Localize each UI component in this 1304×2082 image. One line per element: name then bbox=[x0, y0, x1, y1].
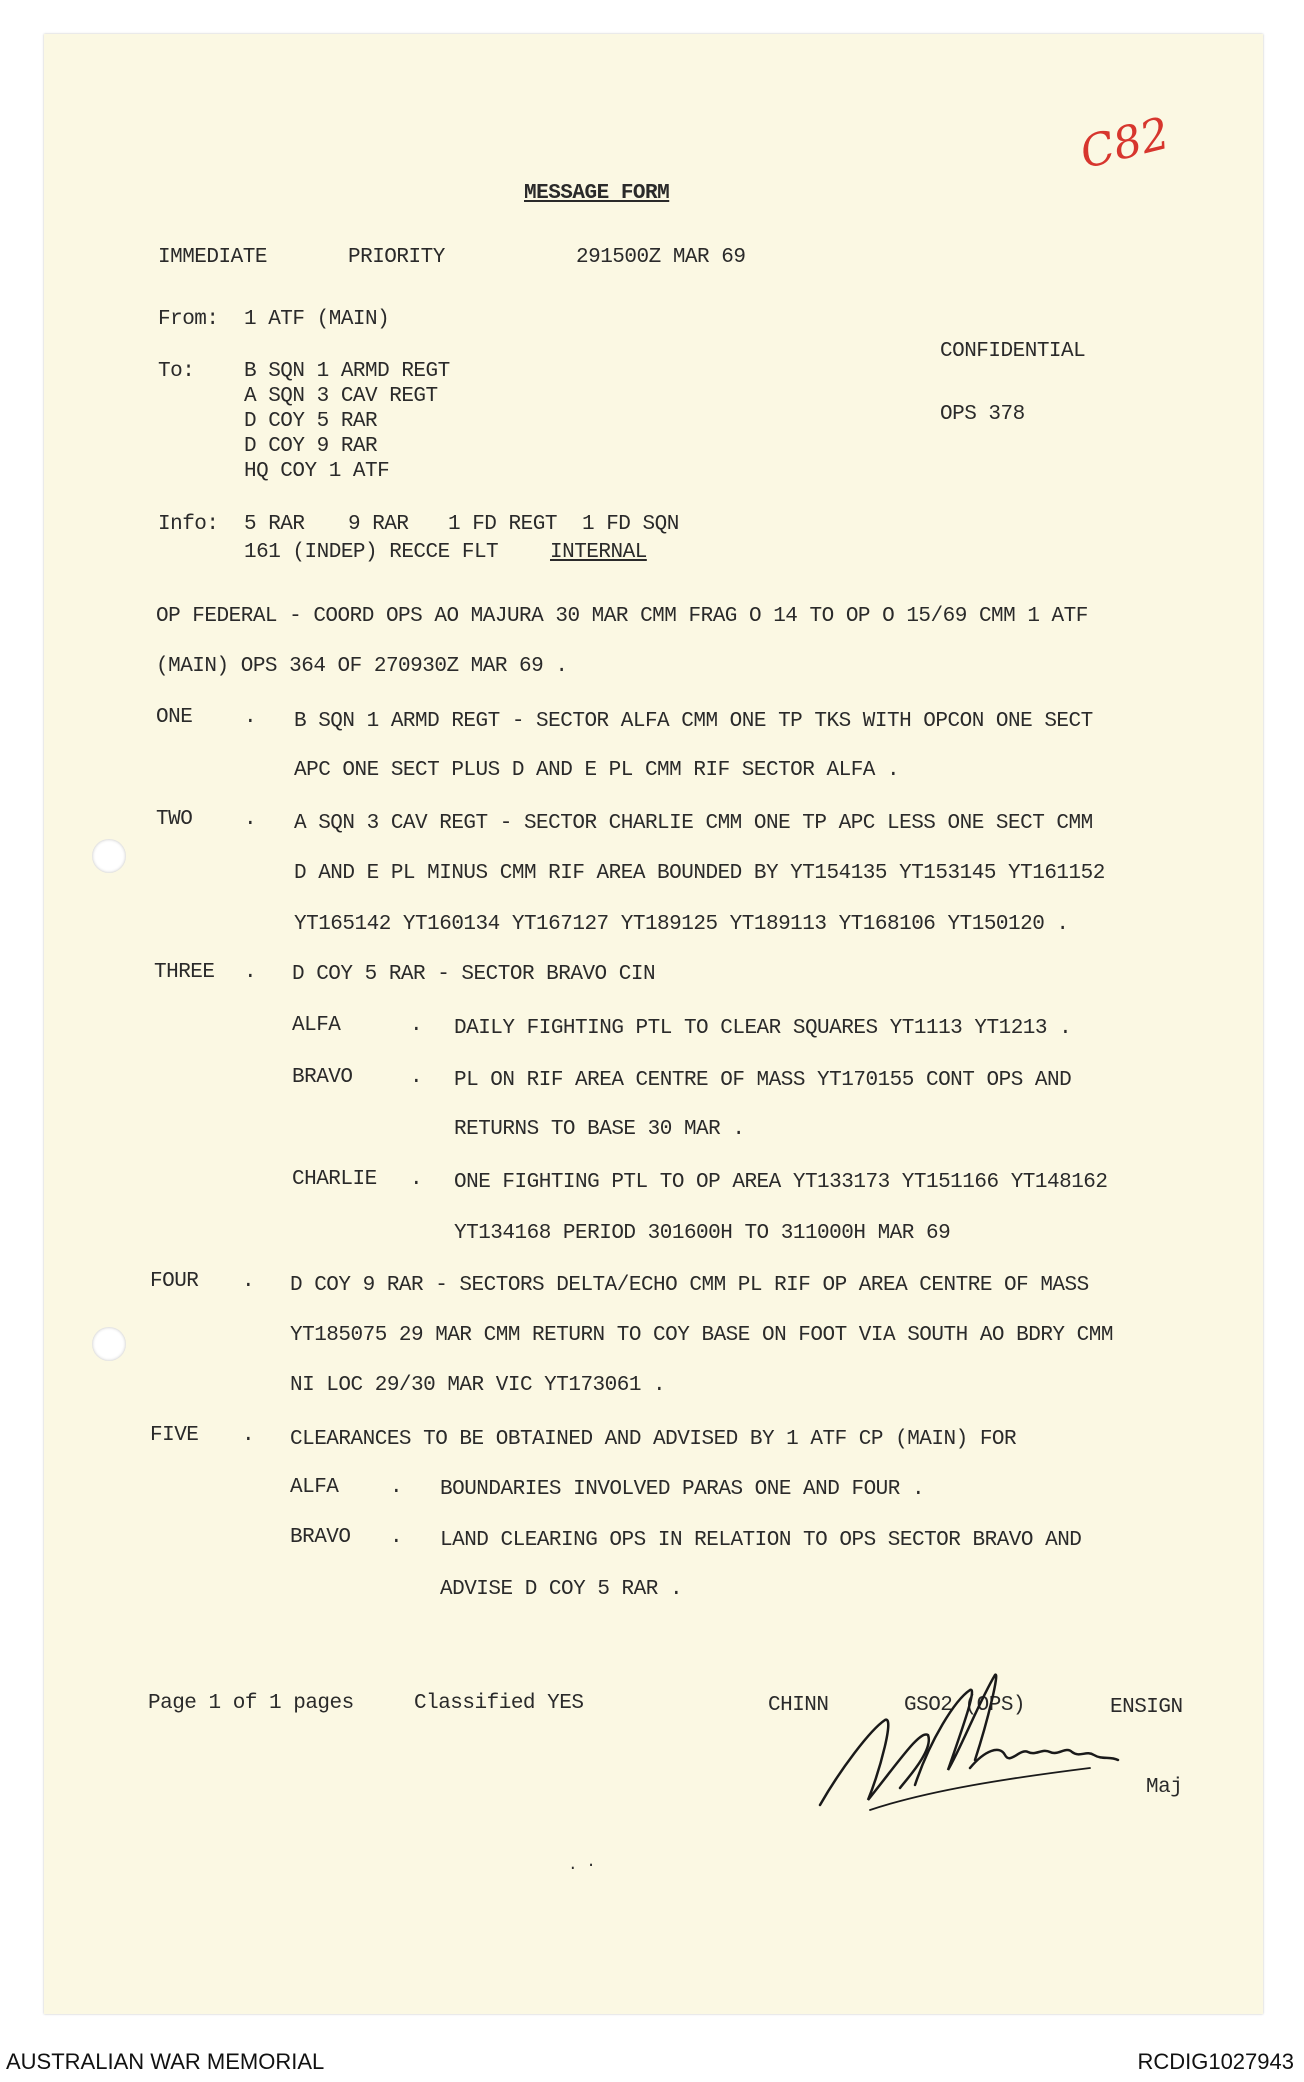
para-label: THREE bbox=[154, 961, 215, 984]
intro-line: OP FEDERAL - COORD OPS AO MAJURA 30 MAR CMM FRAG O 14 TO OP O 15/69 CMM 1 ATF bbox=[156, 605, 1088, 628]
date-time-group: 291500Z MAR 69 bbox=[576, 246, 746, 269]
originator-rank: Maj bbox=[1146, 1776, 1183, 1799]
priority: PRIORITY bbox=[348, 246, 445, 269]
punch-hole-upper bbox=[92, 839, 126, 873]
to-addressee: D COY 9 RAR bbox=[244, 435, 378, 458]
para-label: TWO bbox=[156, 808, 193, 831]
ops-reference: OPS 378 bbox=[940, 403, 1025, 426]
intro-line: (MAIN) OPS 364 OF 270930Z MAR 69 . bbox=[156, 655, 568, 678]
para-line: B SQN 1 ARMD REGT - SECTOR ALFA CMM ONE TP TKS WITH OPCON ONE SECT bbox=[294, 710, 1093, 733]
sub-dot: . bbox=[410, 1066, 423, 1089]
para-line: D COY 5 RAR - SECTOR BRAVO CIN bbox=[292, 963, 656, 986]
precedence: IMMEDIATE bbox=[158, 246, 267, 269]
form-title: MESSAGE FORM bbox=[524, 182, 670, 205]
sub-label: BRAVO bbox=[290, 1526, 351, 1549]
info-addressee: 5 RAR bbox=[244, 513, 305, 536]
sub-label: CHARLIE bbox=[292, 1168, 377, 1191]
para-line: D COY 9 RAR - SECTORS DELTA/ECHO CMM PL RIF OP AREA CENTRE OF MASS bbox=[290, 1274, 1089, 1297]
to-addressee: B SQN 1 ARMD REGT bbox=[244, 360, 450, 383]
to-addressee: A SQN 3 CAV REGT bbox=[244, 385, 438, 408]
info-label: Info: bbox=[158, 513, 219, 536]
info-addressee: 161 (INDEP) RECCE FLT bbox=[244, 541, 499, 564]
sub-line: BOUNDARIES INVOLVED PARAS ONE AND FOUR . bbox=[440, 1478, 925, 1501]
sub-line: YT134168 PERIOD 301600H TO 311000H MAR 69 bbox=[454, 1222, 951, 1245]
to-addressee: HQ COY 1 ATF bbox=[244, 460, 390, 483]
sub-dot: . bbox=[410, 1014, 423, 1037]
para-line: YT165142 YT160134 YT167127 YT189125 YT189113 YT168106 YT150120 . bbox=[294, 913, 1069, 936]
originator-appointment: GSO2 (OPS) bbox=[904, 1694, 1026, 1717]
para-line: NI LOC 29/30 MAR VIC YT173061 . bbox=[290, 1374, 666, 1397]
para-label: FIVE bbox=[150, 1424, 199, 1447]
para-dot: . bbox=[244, 706, 257, 729]
originator-name: CHINN bbox=[768, 1694, 829, 1717]
para-line: D AND E PL MINUS CMM RIF AREA BOUNDED BY YT154135 YT153145 YT161152 bbox=[294, 862, 1105, 885]
info-internal: INTERNAL bbox=[550, 541, 647, 564]
page-count: Page 1 of 1 pages bbox=[148, 1692, 354, 1715]
sub-label: ALFA bbox=[292, 1014, 341, 1037]
archive-reference: RCDIG1027943 bbox=[1137, 2049, 1294, 2074]
para-line: YT185075 29 MAR CMM RETURN TO COY BASE ON FOOT VIA SOUTH AO BDRY CMM bbox=[290, 1324, 1113, 1347]
classified-flag: Classified YES bbox=[414, 1692, 584, 1715]
sub-line: RETURNS TO BASE 30 MAR . bbox=[454, 1118, 745, 1141]
signature bbox=[810, 1660, 1140, 1820]
handwritten-annotation: C82 bbox=[1075, 107, 1175, 180]
archive-credit: AUSTRALIAN WAR MEMORIAL bbox=[6, 2049, 325, 2074]
from-label: From: bbox=[158, 308, 219, 331]
to-addressee: D COY 5 RAR bbox=[244, 410, 378, 433]
originator-rank-title: ENSIGN bbox=[1110, 1696, 1183, 1719]
para-dot: . bbox=[242, 1424, 255, 1447]
classification: CONFIDENTIAL bbox=[940, 340, 1086, 363]
sub-line: DAILY FIGHTING PTL TO CLEAR SQUARES YT1113 YT1213 . bbox=[454, 1017, 1072, 1040]
info-addressee: 1 FD SQN bbox=[582, 513, 679, 536]
sub-line: ONE FIGHTING PTL TO OP AREA YT133173 YT151166 YT148162 bbox=[454, 1171, 1108, 1194]
para-dot: . bbox=[244, 961, 257, 984]
trailing-marks: . · bbox=[568, 1856, 596, 1874]
sub-dot: . bbox=[390, 1526, 403, 1549]
info-addressee: 9 RAR bbox=[348, 513, 409, 536]
from-value: 1 ATF (MAIN) bbox=[244, 308, 390, 331]
para-line: CLEARANCES TO BE OBTAINED AND ADVISED BY 1 ATF CP (MAIN) FOR bbox=[290, 1428, 1017, 1451]
sub-dot: . bbox=[410, 1168, 423, 1191]
to-label: To: bbox=[158, 360, 195, 383]
info-addressee: 1 FD REGT bbox=[448, 513, 557, 536]
sub-dot: . bbox=[390, 1476, 403, 1499]
sub-line: PL ON RIF AREA CENTRE OF MASS YT170155 CONT OPS AND bbox=[454, 1069, 1072, 1092]
punch-hole-lower bbox=[92, 1327, 126, 1361]
sub-label: BRAVO bbox=[292, 1066, 353, 1089]
sub-label: ALFA bbox=[290, 1476, 339, 1499]
sub-line: ADVISE D COY 5 RAR . bbox=[440, 1578, 683, 1601]
para-label: ONE bbox=[156, 706, 193, 729]
para-line: APC ONE SECT PLUS D AND E PL CMM RIF SECTOR ALFA . bbox=[294, 759, 900, 782]
para-line: A SQN 3 CAV REGT - SECTOR CHARLIE CMM ONE TP APC LESS ONE SECT CMM bbox=[294, 812, 1093, 835]
sub-line: LAND CLEARING OPS IN RELATION TO OPS SECTOR BRAVO AND bbox=[440, 1529, 1082, 1552]
para-dot: . bbox=[244, 808, 257, 831]
para-label: FOUR bbox=[150, 1270, 199, 1293]
para-dot: . bbox=[242, 1270, 255, 1293]
